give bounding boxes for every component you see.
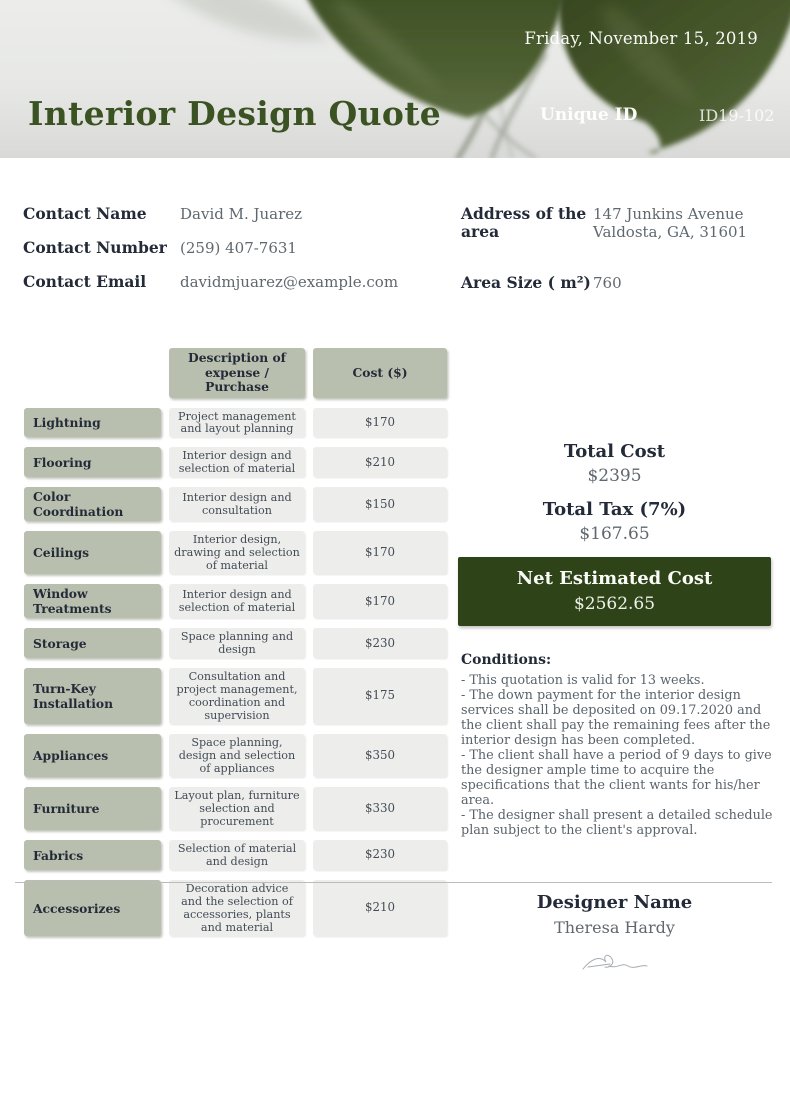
contact-info [23,205,423,307]
row-item-label: Window Treatments [24,584,161,618]
row-cost: $210 [313,447,447,477]
table-header-description: Description of expense / Purchase [169,348,305,398]
contact-name-label: Contact Name [23,204,147,223]
contact-email-label: Contact Email [23,272,147,291]
row-description: Project management and layout planning [169,408,305,438]
row-item-label: Flooring [24,447,161,477]
designer-name-label: Designer Name [536,892,693,913]
expenses-table [24,348,447,936]
row-cost: $170 [313,531,447,574]
row-cost: $170 [313,408,447,438]
row-item-label: Color Coordination [24,487,161,521]
net-estimated-cost-value: $2562.65 [573,594,656,614]
row-cost: $210 [313,880,447,936]
table-header-spacer [24,348,161,398]
totals-summary [458,441,771,626]
condition-item: - The client shall have a period of 9 days to give the designer ample time to acquire the specifications that the client wants for his/her area. [461,747,772,808]
contact-email-row [23,273,423,291]
contact-name-value: David M. Juarez [180,205,303,223]
contact-number-label: Contact Number [23,238,167,257]
address-value [593,205,747,241]
conditions-section [461,652,773,839]
address-line2: Valdosta, GA, 31601 [593,223,748,241]
row-description: Interior design and selection of material [169,447,305,477]
net-estimated-cost-box [458,557,771,626]
row-description: Interior design and consultation [169,487,305,521]
designer-name-value: Theresa Hardy [554,918,675,937]
row-item-label: Accessorizes [24,880,161,936]
row-cost: $150 [313,487,447,521]
conditions-heading: Conditions: [461,652,552,668]
signature-image [580,952,650,974]
area-size-row [461,274,776,292]
unique-id-label: Unique ID [540,105,638,125]
condition-item: - The down payment for the interior design services shall be deposited on 09.17.2020 and the client shall pay the remaining fees after the interior design has been completed. [461,687,771,748]
condition-item: - The designer shall present a detailed schedule plan subject to the client's approval. [461,807,773,838]
row-cost: $330 [313,787,447,830]
row-item-label: Turn-Key Installation [24,668,161,724]
footer-divider [15,882,772,883]
row-item-label: Furniture [24,787,161,830]
row-description: Interior design, drawing and selection of material [169,531,305,574]
row-item-label: Storage [24,628,161,658]
table-header-cost: Cost ($) [313,348,447,398]
row-description: Decoration advice and the selection of accessories, plants and material [169,880,305,936]
designer-section [458,892,771,978]
row-cost: $170 [313,584,447,618]
area-size-value: 760 [593,274,622,292]
total-cost-value: $2395 [587,466,642,486]
header-banner [0,0,790,158]
unique-id-value: ID19-102 [699,106,775,125]
row-cost: $230 [313,840,447,870]
total-tax-label: Total Tax (7%) [542,499,687,520]
row-description: Interior design and selection of material [169,584,305,618]
row-item-label: Appliances [24,734,161,777]
row-item-label: Ceilings [24,531,161,574]
row-description: Selection of material and design [169,840,305,870]
row-description: Space planning, design and selection of appliances [169,734,305,777]
area-info [461,205,776,308]
contact-name-row [23,205,423,223]
area-size-label: Area Size ( m²) [461,273,591,292]
address-label: Address of the area [461,204,587,241]
total-tax-value: $167.65 [579,524,650,544]
row-description: Layout plan, furniture selection and procurement [169,787,305,830]
row-cost: $175 [313,668,447,724]
contact-number-row [23,239,423,257]
row-description: Consultation and project management, coordination and supervision [169,668,305,724]
row-cost: $350 [313,734,447,777]
contact-number-value: (259) 407-7631 [180,239,297,257]
row-description: Space planning and design [169,628,305,658]
quote-date: Friday, November 15, 2019 [524,29,758,48]
row-item-label: Fabrics [24,840,161,870]
address-row [461,205,776,241]
row-cost: $230 [313,628,447,658]
address-line1: 147 Junkins Avenue [593,205,744,223]
condition-item: - This quotation is valid for 13 weeks. [461,673,705,688]
page-title: Interior Design Quote [28,94,442,133]
net-estimated-cost-label: Net Estimated Cost [516,568,713,589]
leaf-photo [0,0,790,158]
row-item-label: Lightning [24,408,161,438]
contact-email-value: davidmjuarez@example.com [180,273,399,291]
total-cost-label: Total Cost [563,441,666,462]
